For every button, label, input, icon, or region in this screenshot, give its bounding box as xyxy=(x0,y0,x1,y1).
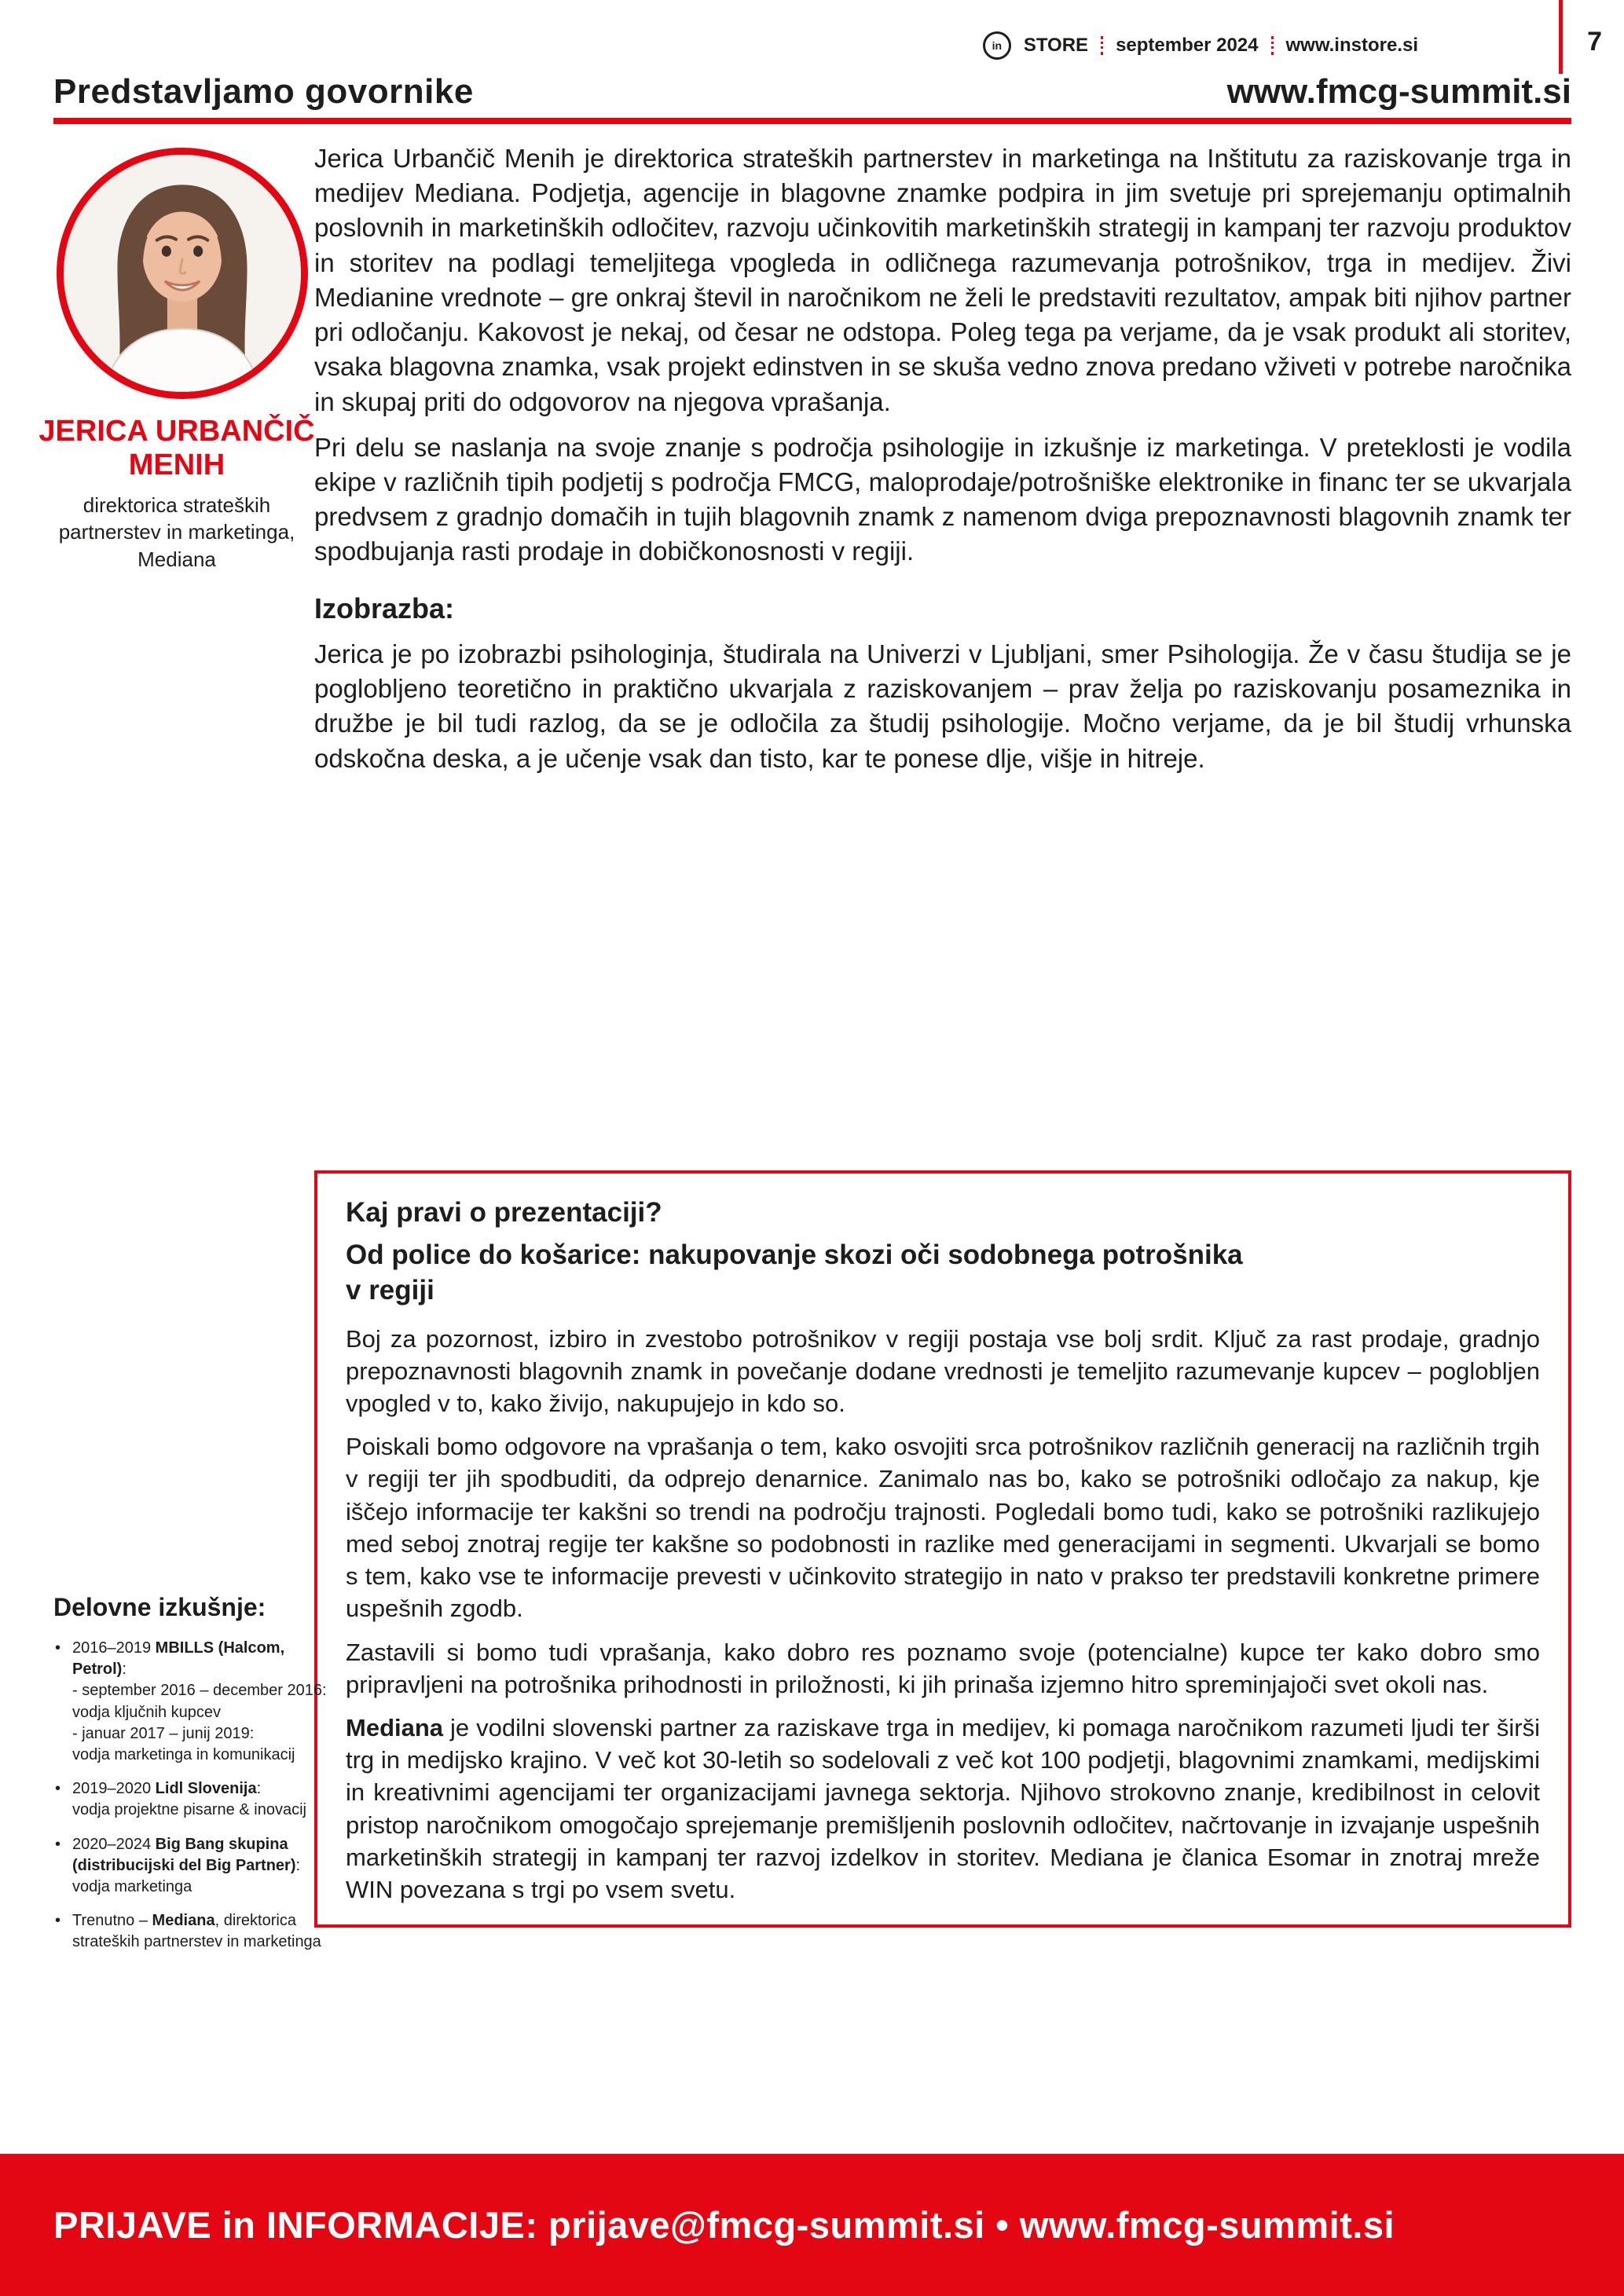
speaker-role-line: partnerstev in marketinga, xyxy=(58,520,295,544)
speaker-name-line2: MENIH xyxy=(128,449,225,482)
exp-suffix: : xyxy=(256,1780,262,1798)
page-number-rule xyxy=(1559,0,1563,74)
exp-detail: vodja ključnih kupcev xyxy=(72,1703,221,1721)
experience-item xyxy=(53,1778,328,1821)
presentation-title-line: Od police do košarice: nakupovanje skozi oči sodobnega potrošnika xyxy=(346,1240,1243,1270)
presentation-title xyxy=(346,1238,1540,1309)
speaker-role-line: direktorica strateških xyxy=(82,493,271,517)
header-rule xyxy=(53,118,1571,124)
education-heading: Izobrazba: xyxy=(314,591,455,624)
speaker-role xyxy=(38,492,316,573)
presentation-kicker: Kaj pravi o prezentaciji? xyxy=(346,1197,662,1228)
separator-icon xyxy=(1101,36,1103,55)
registration-text: PRIJAVE in INFORMACIJE: prijave@fmcg-summit.si • www.fmcg-summit.si xyxy=(53,2204,1395,2246)
speaker-photo-frame xyxy=(57,148,308,399)
exp-company: Lidl Slovenija xyxy=(155,1780,257,1798)
magazine-site-url: www.instore.si xyxy=(1285,35,1418,56)
presentation-paragraph: Poiskali bomo odgovore na vprašanja o tem, kako osvojiti srca potrošnikov različnih generacij na različnih trgih v regiji ter jih spodbuditi, da odprejo denarnice. Zanimalo nas bo, kako se potrošniki odločajo za nakup, kje iščejo informacije ter kakšni so trendi na področju trajnosti. Pogledali bomo tudi, kako se potrošniki razlikujejo med seboj znotraj regije ter kakšne so podobnosti in razlike med generacijami in segmenti. Ukvarjali se bomo s tem, kako vse te informacije prevesti v učinkovito strategijo in nato v prakso ter predstavili konkretne primere uspešnih zgodb. xyxy=(346,1433,1540,1623)
exp-company: MBILLS (Halcom, Petrol) xyxy=(72,1639,285,1679)
presentation-paragraph xyxy=(346,1712,1540,1906)
experience-item xyxy=(53,1638,328,1766)
instore-logo-icon xyxy=(983,31,1011,60)
speaker-photo xyxy=(64,155,301,392)
exp-company: Mediana xyxy=(152,1912,215,1930)
exp-detail: - januar 2017 – junij 2019: xyxy=(72,1724,255,1742)
registration-banner xyxy=(0,2154,1624,2296)
exp-company: Big Bang skupina (distribucijski del Big Partner) xyxy=(72,1835,296,1874)
mediana-bold: Mediana xyxy=(346,1714,444,1741)
speaker-role-line: Mediana xyxy=(137,547,216,571)
exp-period: 2016–2019 xyxy=(72,1639,156,1657)
education-paragraph: Jerica je po izobrazbi psihologinja, študirala na Univerzi v Ljubljani, smer Psihologija. Že v času študija se je poglobljeno teoretično in praktično ukvarjala z raziskovanjem – prav želja po raziskovanju posameznika in družbe je bil tudi razlog, da se je odločila za študij psihologije. Močno verjame, da je bil študij vrhunska odskočna deska, a je učenje vsak dan tisto, kar te ponese dlje, višje in hitreje. xyxy=(314,639,1571,773)
magazine-brand: STORE xyxy=(1023,35,1089,56)
presentation-box xyxy=(314,1170,1571,1928)
exp-suffix: : xyxy=(295,1856,301,1874)
summit-url: www.fmcg-summit.si xyxy=(1226,72,1571,111)
work-experience xyxy=(53,1593,328,1965)
issue-date: september 2024 xyxy=(1116,35,1259,56)
experience-heading: Delovne izkušnje: xyxy=(53,1593,266,1621)
speaker-bio xyxy=(314,141,1571,787)
page-number: 7 xyxy=(1587,27,1602,57)
exp-suffix: , direktorica strateških partnerstev in marketinga xyxy=(72,1912,321,1951)
exp-period: Trenutno – xyxy=(72,1912,152,1930)
exp-detail: vodja projektne pisarne & inovacij xyxy=(72,1801,306,1819)
speaker-name-line1: JERICA URBANČIČ xyxy=(38,415,315,448)
experience-list xyxy=(53,1638,328,1953)
experience-item xyxy=(53,1834,328,1899)
bio-paragraph: Jerica Urbančič Menih je direktorica strateških partnerstev in marketinga na Inštitutu za raziskovanje trga in medijev Mediana. Podjetja, agencije in blagovne znamke podpira in jim svetuje pri sprejemanju optimalnih poslovnih in marketinških odločitev, razvoju učinkovitih marketinških strategij in kampanj ter razvoju produktov in storitev na podlagi temeljitega vpogleda in odličnega razumevanja potrošnikov, trga in medijev. Živi Medianine vrednote – gre onkraj števil in naročnikom ne želi le predstaviti rezultatov, ampak biti njihov partner pri odločanju. Kakovost je nekaj, od česar ne odstopa. Poleg tega pa verjame, da je vsak produkt ali storitev, vsaka blagovna znamka, vsak projekt edinstven in se skuša vedno znova predano vživeti v potrebe naročnika in skupaj priti do odgovorov na njegova vprašanja. xyxy=(314,144,1571,416)
bio-paragraph: Pri delu se naslanja na svoje znanje s področja psihologije in izkušnje iz marketinga. V preteklosti je vodila ekipe v različnih tipih podjetij s področja FMCG, maloprodaje/potrošniške elektronike in financ ter se ukvarjala predvsem z gradnjo domačih in tujih blagovnih znamk z namenom dviga prepoznavnosti blagovnih znamk ter spodbujanja rasti prodaje in dobičkonosnosti v regiji. xyxy=(314,432,1571,566)
exp-detail: vodja marketinga xyxy=(72,1877,192,1895)
exp-period: 2020–2024 xyxy=(72,1835,156,1853)
presentation-paragraph: Zastavili si bomo tudi vprašanja, kako dobro res poznamo svoje (potencialne) kupce ter kako dobro smo pripravljeni na potrošnika prihodnosti in priložnosti, ki jih prinaša izjemno hitro spreminjajoči svet okoli nas. xyxy=(346,1638,1540,1698)
section-title: Predstavljamo govornike xyxy=(53,72,474,111)
exp-suffix: : xyxy=(122,1661,126,1679)
presentation-paragraph: Boj za pozornost, izbiro in zvestobo potrošnikov v regiji postaja vse bolj srdit. Ključ za rast prodaje, gradnjo prepoznavnosti blagovnih znamk in povečanje dodane vrednosti je temeljito razumevanje kupcev – poglobljen vpogled v to, kako živijo, nakupujejo in kdo so. xyxy=(346,1324,1540,1418)
separator-icon xyxy=(1271,36,1274,55)
presentation-title-line: v regiji xyxy=(346,1274,434,1305)
experience-item xyxy=(53,1910,328,1953)
issue-meta xyxy=(983,31,1418,60)
exp-period: 2019–2020 xyxy=(72,1780,156,1798)
exp-detail: vodja marketinga in komunikacij xyxy=(72,1745,295,1763)
speaker-name xyxy=(38,415,316,483)
exp-detail: - september 2016 – december 2016: xyxy=(72,1682,327,1700)
instore-logo-text: in xyxy=(992,39,1003,52)
mediana-rest: je vodilni slovenski partner za raziskave trga in medijev, ki pomaga naročnikom razumeti ljudi ter širši trg in medijsko krajino. V več kot 30-letih so sodelovali z več kot 100 podjetji, blagovnimi znamkami, medijskimi in kreativnimi agencijami ter organizacijami javnega sektorja. Njihovo strokovno znanje, kredibilnost in celovit pristop naročnikom omogočajo sprejemanje premišljenih poslovnih odločitev, načrtovanje in izvajanje uspešnih marketinških strategij in kampanj ter razvoj izdelkov in storitev. Mediana je članica Esomar in znotraj mreže WIN povezana s trgi po vsem svetu. xyxy=(346,1714,1540,1904)
